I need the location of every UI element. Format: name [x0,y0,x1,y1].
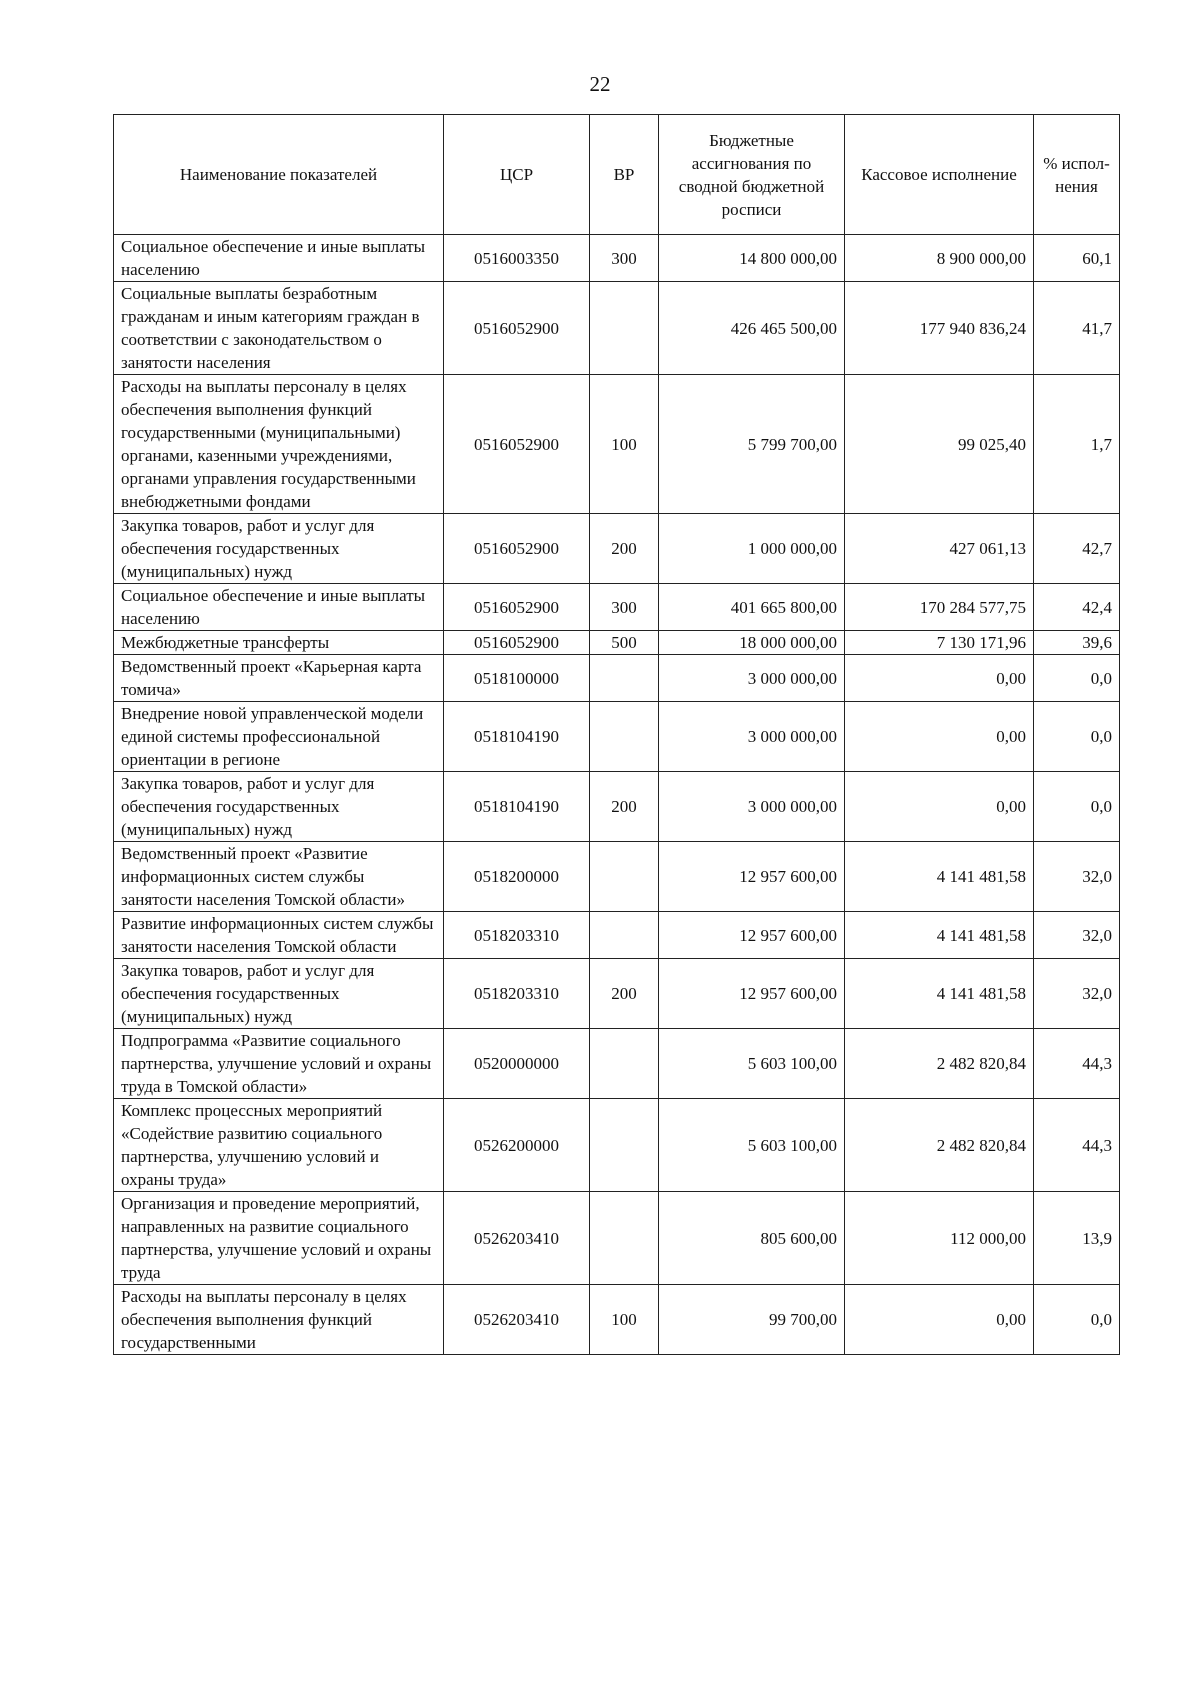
table-row [114,584,1120,631]
cell-vr: 300 [590,235,659,282]
cell-name: Комплекс процессных мероприятий «Содействие развитию социального партнерства, улучшению условий и охраны труда» [114,1099,444,1192]
cell-budget: 3 000 000,00 [659,772,845,842]
cell-name: Закупка товаров, работ и услуг для обеспечения государственных (муниципальных) нужд [114,514,444,584]
cell-cash: 2 482 820,84 [845,1029,1034,1099]
cell-csr: 0518203310 [444,959,590,1029]
header-row [114,115,1120,235]
cell-budget: 401 665 800,00 [659,584,845,631]
cell-pct: 0,0 [1034,702,1120,772]
cell-csr: 0516052900 [444,631,590,655]
cell-budget: 99 700,00 [659,1285,845,1355]
cell-csr: 0518104190 [444,772,590,842]
cell-vr [590,655,659,702]
page-number: 22 [589,72,611,96]
cell-csr: 0516052900 [444,282,590,375]
cell-csr: 0518104190 [444,702,590,772]
table-row [114,375,1120,514]
cell-pct: 0,0 [1034,772,1120,842]
table-row [114,282,1120,375]
cell-cash: 0,00 [845,655,1034,702]
cell-pct: 42,4 [1034,584,1120,631]
table-row [114,655,1120,702]
table-row [114,235,1120,282]
cell-pct: 32,0 [1034,842,1120,912]
cell-cash: 0,00 [845,1285,1034,1355]
cell-budget: 5 603 100,00 [659,1099,845,1192]
cell-csr: 0516003350 [444,235,590,282]
cell-budget: 3 000 000,00 [659,702,845,772]
cell-name: Социальные выплаты безработным гражданам и иным категориям граждан в соответствии с законодательством о занятости населения [114,282,444,375]
table-body [114,235,1120,1355]
cell-csr: 0516052900 [444,375,590,514]
cell-budget: 1 000 000,00 [659,514,845,584]
cell-budget: 12 957 600,00 [659,842,845,912]
cell-cash: 8 900 000,00 [845,235,1034,282]
cell-pct: 39,6 [1034,631,1120,655]
cell-budget: 3 000 000,00 [659,655,845,702]
cell-cash: 99 025,40 [845,375,1034,514]
cell-name: Подпрограмма «Развитие социального партнерства, улучшение условий и охраны труда в Томской области» [114,1029,444,1099]
cell-csr: 0526203410 [444,1285,590,1355]
cell-vr [590,1029,659,1099]
table-header [114,115,1120,235]
table-row [114,1192,1120,1285]
cell-name: Закупка товаров, работ и услуг для обеспечения государственных (муниципальных) нужд [114,772,444,842]
cell-cash: 2 482 820,84 [845,1099,1034,1192]
cell-csr: 0518100000 [444,655,590,702]
cell-budget: 12 957 600,00 [659,959,845,1029]
cell-pct: 44,3 [1034,1029,1120,1099]
cell-vr [590,912,659,959]
cell-budget: 805 600,00 [659,1192,845,1285]
cell-name: Ведомственный проект «Карьерная карта томича» [114,655,444,702]
cell-csr: 0518203310 [444,912,590,959]
cell-name: Внедрение новой управленческой модели единой системы профессиональной ориентации в регионе [114,702,444,772]
cell-pct: 42,7 [1034,514,1120,584]
cell-csr: 0518200000 [444,842,590,912]
cell-cash: 427 061,13 [845,514,1034,584]
header-csr: ЦСР [444,115,590,235]
cell-cash: 4 141 481,58 [845,912,1034,959]
cell-pct: 44,3 [1034,1099,1120,1192]
cell-cash: 0,00 [845,772,1034,842]
cell-name: Межбюджетные трансферты [114,631,444,655]
cell-name: Ведомственный проект «Развитие информационных систем службы занятости населения Томской области» [114,842,444,912]
cell-pct: 32,0 [1034,959,1120,1029]
header-cash: Кассовое исполнение [845,115,1034,235]
cell-vr: 100 [590,375,659,514]
cell-pct: 1,7 [1034,375,1120,514]
cell-name: Расходы на выплаты персоналу в целях обеспечения выполнения функций государственными [114,1285,444,1355]
cell-name: Социальное обеспечение и иные выплаты населению [114,584,444,631]
table-row [114,631,1120,655]
header-budget: Бюджетные ассигнования по сводной бюджетной росписи [659,115,845,235]
cell-vr [590,282,659,375]
cell-budget: 12 957 600,00 [659,912,845,959]
cell-vr: 200 [590,959,659,1029]
cell-name: Организация и проведение мероприятий, направленных на развитие социального партнерства, улучшение условий и охраны труда [114,1192,444,1285]
cell-csr: 0516052900 [444,514,590,584]
cell-vr [590,1099,659,1192]
table-row [114,1099,1120,1192]
cell-vr: 100 [590,1285,659,1355]
cell-pct: 13,9 [1034,1192,1120,1285]
cell-name: Расходы на выплаты персоналу в целях обеспечения выполнения функций государственными (муниципальными) органами, казенными учреждениями, органами управления государственными внебюджетными фондами [114,375,444,514]
cell-cash: 177 940 836,24 [845,282,1034,375]
table-row [114,1029,1120,1099]
cell-pct: 41,7 [1034,282,1120,375]
cell-vr [590,702,659,772]
table-row [114,702,1120,772]
header-pct: % испол-нения [1034,115,1120,235]
table-row [114,514,1120,584]
cell-name: Социальное обеспечение и иные выплаты населению [114,235,444,282]
header-name: Наименование показателей [114,115,444,235]
table-row [114,772,1120,842]
budget-table [113,114,1120,1355]
cell-budget: 5 799 700,00 [659,375,845,514]
cell-vr: 500 [590,631,659,655]
cell-cash: 7 130 171,96 [845,631,1034,655]
table-row [114,1285,1120,1355]
cell-vr: 200 [590,514,659,584]
cell-cash: 4 141 481,58 [845,959,1034,1029]
cell-cash: 4 141 481,58 [845,842,1034,912]
cell-budget: 5 603 100,00 [659,1029,845,1099]
cell-name: Развитие информационных систем службы занятости населения Томской области [114,912,444,959]
cell-pct: 0,0 [1034,1285,1120,1355]
cell-budget: 18 000 000,00 [659,631,845,655]
cell-pct: 0,0 [1034,655,1120,702]
cell-vr [590,1192,659,1285]
cell-vr: 300 [590,584,659,631]
cell-name: Закупка товаров, работ и услуг для обеспечения государственных (муниципальных) нужд [114,959,444,1029]
table-row [114,912,1120,959]
cell-csr: 0526200000 [444,1099,590,1192]
cell-budget: 426 465 500,00 [659,282,845,375]
cell-pct: 60,1 [1034,235,1120,282]
cell-budget: 14 800 000,00 [659,235,845,282]
cell-vr: 200 [590,772,659,842]
cell-cash: 112 000,00 [845,1192,1034,1285]
table-row [114,842,1120,912]
cell-csr: 0526203410 [444,1192,590,1285]
cell-cash: 0,00 [845,702,1034,772]
cell-pct: 32,0 [1034,912,1120,959]
cell-cash: 170 284 577,75 [845,584,1034,631]
header-vr: ВР [590,115,659,235]
cell-csr: 0520000000 [444,1029,590,1099]
table-row [114,959,1120,1029]
cell-vr [590,842,659,912]
cell-csr: 0516052900 [444,584,590,631]
